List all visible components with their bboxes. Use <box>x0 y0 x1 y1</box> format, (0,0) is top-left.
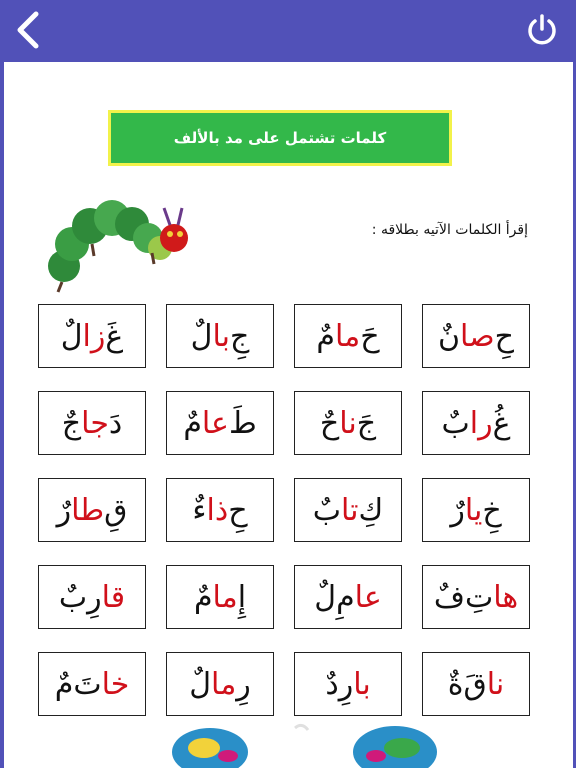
word-card[interactable] <box>38 652 146 716</box>
syllable: لٌ <box>190 318 213 354</box>
syllable: كِ <box>358 492 384 528</box>
syllable: رٌ <box>450 492 465 528</box>
lesson-title: كلمات تشتمل على مد بالألف <box>108 110 452 166</box>
word-card[interactable] <box>294 304 402 368</box>
syllable: قِ <box>104 492 128 528</box>
highlighted-syllable: ما <box>212 579 238 615</box>
left-frame-edge <box>0 62 4 768</box>
syllable: رِ <box>338 666 354 702</box>
word-card[interactable] <box>166 304 274 368</box>
highlighted-syllable: تا <box>341 492 359 528</box>
word-card[interactable] <box>166 565 274 629</box>
highlighted-syllable: ما <box>211 666 237 702</box>
word-card[interactable] <box>38 565 146 629</box>
syllable: رِ <box>236 666 251 702</box>
syllable: خِ <box>482 492 502 528</box>
highlighted-syllable: نا <box>339 405 357 441</box>
highlighted-syllable: جا <box>81 405 109 441</box>
syllable: رٌ <box>56 492 72 528</box>
highlighted-syllable: خا <box>101 666 130 702</box>
chevron-left-icon <box>14 10 42 50</box>
syllable: قَ <box>463 666 487 702</box>
syllable: بٌ <box>58 579 88 615</box>
syllable: غَ <box>105 318 124 354</box>
word-card[interactable] <box>422 304 530 368</box>
word-card[interactable] <box>38 478 146 542</box>
power-icon <box>525 13 559 47</box>
highlighted-syllable: ذا <box>206 492 229 528</box>
highlighted-syllable: صا <box>460 318 495 354</box>
word-card[interactable] <box>422 652 530 716</box>
syllable: مِ <box>336 579 355 615</box>
syllable: جٌ <box>61 405 82 441</box>
word-card[interactable] <box>166 391 274 455</box>
syllable: لٌ <box>189 666 212 702</box>
power-button[interactable] <box>522 10 562 50</box>
back-button[interactable] <box>8 8 48 52</box>
word-card[interactable] <box>422 565 530 629</box>
syllable: مٌ <box>193 579 213 615</box>
syllable: جِ <box>229 318 250 354</box>
syllable: حٌ <box>319 405 340 441</box>
highlighted-syllable: طا <box>71 492 105 528</box>
word-card[interactable] <box>294 565 402 629</box>
syllable: بٌ <box>441 405 470 441</box>
syllable: طَ <box>228 405 257 441</box>
highlighted-syllable: با <box>212 318 230 354</box>
syllable: نٌ <box>437 318 461 354</box>
highlighted-syllable: نا <box>486 666 505 702</box>
syllable: مٌ <box>54 666 74 702</box>
word-card[interactable] <box>294 652 402 716</box>
word-card[interactable] <box>422 391 530 455</box>
highlighted-syllable: عا <box>354 579 382 615</box>
syllable: تِ <box>464 579 494 615</box>
highlighted-syllable: ما <box>335 318 361 354</box>
word-card[interactable] <box>294 391 402 455</box>
highlighted-syllable: را <box>469 405 493 441</box>
reading-instruction: إقرأ الكلمات الآتيه بطلاقه : <box>371 222 528 238</box>
word-card[interactable] <box>166 478 274 542</box>
syllable: فٌ <box>433 579 465 615</box>
syllable: ءٌ <box>192 492 207 528</box>
syllable: غُ <box>492 405 511 441</box>
syllable: ةٌ <box>447 666 464 702</box>
top-app-bar <box>0 0 576 62</box>
syllable: حِ <box>494 318 515 354</box>
highlighted-syllable: زا <box>82 318 106 354</box>
syllable: حِ <box>228 492 248 528</box>
syllable: لٌ <box>60 318 83 354</box>
syllable: إِ <box>237 579 247 615</box>
syllable: دَ <box>108 405 123 441</box>
word-card[interactable] <box>422 478 530 542</box>
syllable: لٌ <box>314 579 337 615</box>
highlighted-syllable: يا <box>464 492 483 528</box>
syllable: مٌ <box>316 318 335 354</box>
syllable: حَ <box>360 318 380 354</box>
word-grid <box>38 304 530 716</box>
word-card[interactable] <box>166 652 274 716</box>
caterpillar-illustration <box>42 196 192 296</box>
highlighted-syllable: عا <box>201 405 229 441</box>
syllable: تَ <box>73 666 102 702</box>
syllable: بٌ <box>312 492 342 528</box>
syllable: دٌ <box>325 666 339 702</box>
butterfly-illustration <box>170 718 440 768</box>
syllable: رِ <box>87 579 102 615</box>
word-card[interactable] <box>38 391 146 455</box>
syllable: جَ <box>356 405 377 441</box>
highlighted-syllable: ها <box>493 579 519 615</box>
word-card[interactable] <box>294 478 402 542</box>
word-card[interactable] <box>38 304 146 368</box>
highlighted-syllable: با <box>353 666 371 702</box>
syllable: مٌ <box>183 405 202 441</box>
highlighted-syllable: قا <box>101 579 126 615</box>
